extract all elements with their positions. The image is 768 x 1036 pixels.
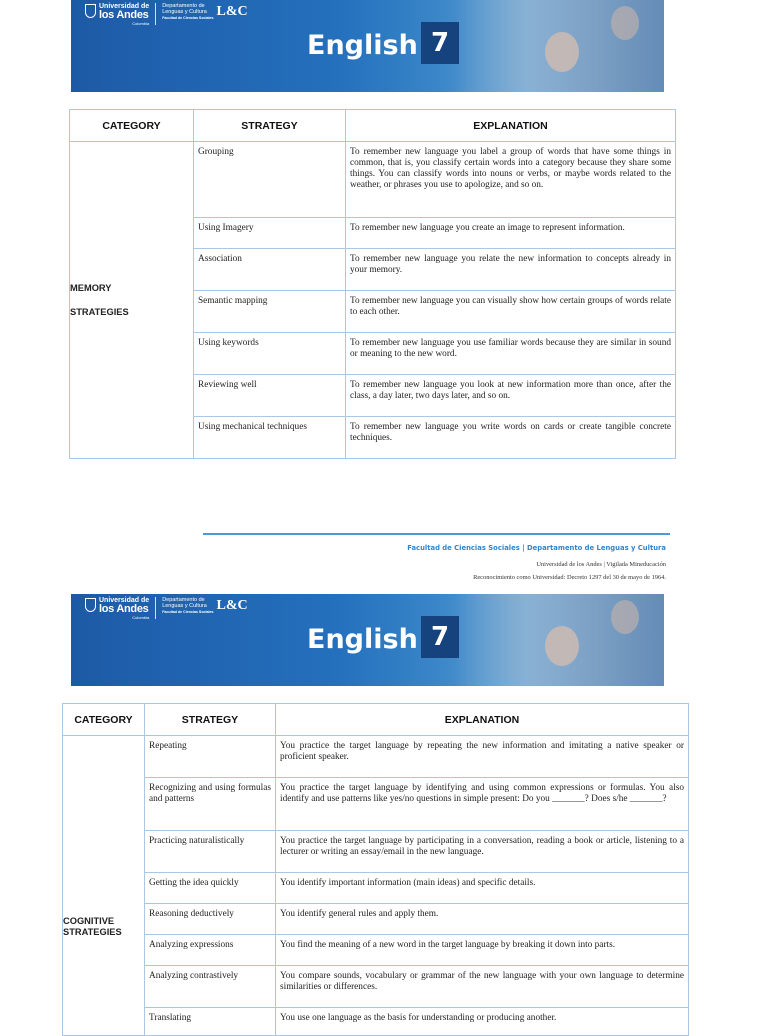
explanation-cell: You compare sounds, vocabulary or grammar of the new language with your own language to determine similarities or differences. (276, 966, 689, 1008)
header-explanation: EXPLANATION (276, 704, 689, 736)
footer-faculty: Facultad de Ciencias Sociales | Departamento de Lenguas y Cultura (407, 544, 666, 552)
category-line2: STRATEGIES (70, 306, 129, 317)
footer-divider (203, 533, 670, 535)
strategy-cell: Grouping (194, 142, 346, 218)
lc-logo: L&C (216, 598, 248, 613)
strategy-cell: Semantic mapping (194, 291, 346, 333)
department-line1: Departamento de (162, 3, 205, 9)
category-memory-strategies (70, 142, 194, 459)
explanation-cell: To remember new language you use familiar words because they are similar in sound or meaning to the new word. (346, 333, 676, 375)
course-level-badge: 7 (421, 22, 459, 64)
strategy-cell: Translating (145, 1008, 276, 1036)
shield-icon (85, 4, 96, 18)
explanation-cell: To remember new language you relate the new information to concepts already in your memory. (346, 249, 676, 291)
department-line1: Departamento de (162, 597, 205, 603)
university-name-line2: los Andes (99, 603, 149, 615)
lc-logo: L&C (216, 4, 248, 19)
category-line1: MEMORY (70, 282, 112, 293)
banner-photo-person (545, 32, 579, 72)
explanation-cell: You practice the target language by identifying and using common expressions or formulas. You also identify and use patterns like yes/no questions in simple present: Do you _______? Does s/he _______? (276, 778, 689, 831)
explanation-cell: You use one language as the basis for understanding or producing another. (276, 1008, 689, 1036)
explanation-cell: To remember new language you create an image to represent information. (346, 218, 676, 249)
faculty-line: Facultad de Ciencias Sociales (162, 609, 214, 614)
header-explanation: EXPLANATION (346, 110, 676, 142)
university-name-line1: Universidad de (99, 3, 150, 10)
category-cognitive-strategies (63, 736, 145, 1036)
strategy-cell: Repeating (145, 736, 276, 778)
explanation-cell: You find the meaning of a new word in the target language by breaking it down into parts. (276, 935, 689, 966)
course-title: English (307, 30, 418, 61)
category-line2: STRATEGIES (63, 927, 122, 937)
department-line2: Lenguas y Cultura (162, 9, 207, 16)
strategy-cell: Using mechanical techniques (194, 417, 346, 459)
logo-divider (155, 597, 156, 619)
strategy-cell: Using keywords (194, 333, 346, 375)
explanation-cell: You identify general rules and apply them. (276, 904, 689, 935)
explanation-cell: To remember new language you look at new information more than once, after the class, a day later, two days later, and so on. (346, 375, 676, 417)
explanation-cell: To remember new language you label a group of words that have some things in common, that is, you classify certain words into a category because they share some things. You can classify words into nouns or verbs, or maybe words related to the weather, or phrases you use to apologize, and so on. (346, 142, 676, 218)
university-country: Colombia (132, 21, 150, 26)
strategy-cell: Getting the idea quickly (145, 873, 276, 904)
banner-photo-person (545, 626, 579, 666)
strategy-cell: Reviewing well (194, 375, 346, 417)
course-title: English (307, 624, 418, 655)
category-line1: COGNITIVE (63, 916, 115, 926)
explanation-cell: To remember new language you write words on cards or create tangible concrete techniques. (346, 417, 676, 459)
university-logo (85, 597, 248, 620)
header-strategy: STRATEGY (145, 704, 276, 736)
strategy-cell: Practicing naturalistically (145, 831, 276, 873)
strategy-cell: Reasoning deductively (145, 904, 276, 935)
footer-decree: Reconocimiento como Universidad: Decreto 1297 del 30 de mayo de 1964. (473, 574, 666, 581)
strategy-cell: Recognizing and using formulas and patterns (145, 778, 276, 831)
header-category: CATEGORY (63, 704, 145, 736)
header-category: CATEGORY (70, 110, 194, 142)
logo-divider (155, 3, 156, 25)
university-name-line2: los Andes (99, 9, 149, 21)
course-level-badge: 7 (421, 616, 459, 658)
strategy-cell: Analyzing expressions (145, 935, 276, 966)
shield-icon (85, 598, 96, 612)
strategy-cell: Using Imagery (194, 218, 346, 249)
explanation-cell: You practice the target language by repeating the new information and imitating a native speaker or proficient speaker. (276, 736, 689, 778)
faculty-line: Facultad de Ciencias Sociales (162, 15, 214, 20)
memory-strategies-table (69, 109, 676, 459)
explanation-cell: You identify important information (main ideas) and specific details. (276, 873, 689, 904)
course-banner (71, 0, 664, 92)
footer-university: Universidad de los Andes | Vigilada Mineducación (536, 561, 666, 568)
banner-photo-person (611, 600, 639, 634)
explanation-cell: To remember new language you can visually show how certain groups of words relate to each other. (346, 291, 676, 333)
course-banner (71, 594, 664, 686)
university-logo (85, 3, 248, 26)
explanation-cell: You practice the target language by participating in a conversation, reading a book or article, listening to a lecturer or writing an essay/email in the new language. (276, 831, 689, 873)
cognitive-strategies-table (62, 703, 689, 1036)
banner-photo-person (611, 6, 639, 40)
department-line2: Lenguas y Cultura (162, 603, 207, 610)
strategy-cell: Analyzing contrastively (145, 966, 276, 1008)
university-country: Colombia (132, 615, 150, 620)
university-name-line1: Universidad de (99, 597, 150, 604)
strategy-cell: Association (194, 249, 346, 291)
header-strategy: STRATEGY (194, 110, 346, 142)
